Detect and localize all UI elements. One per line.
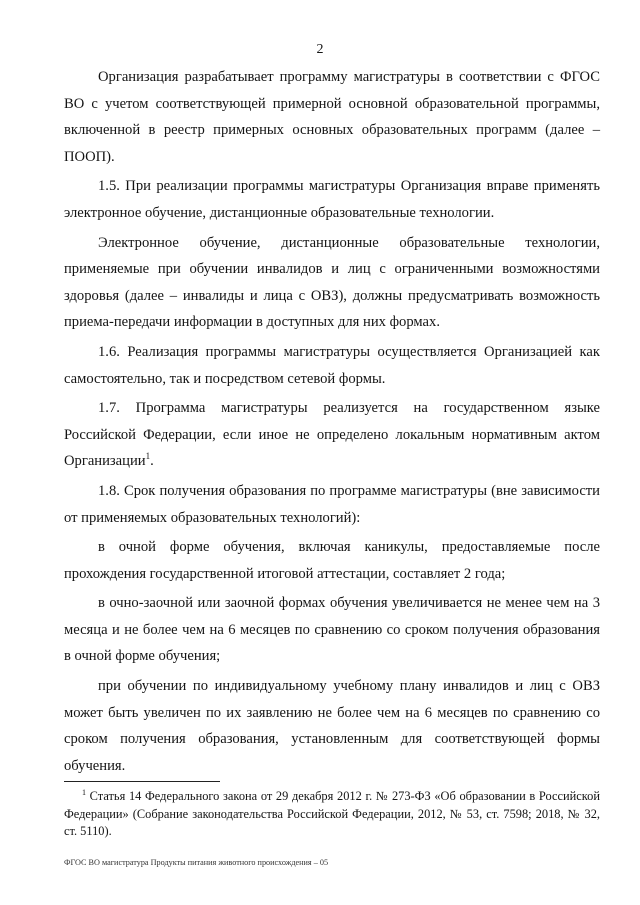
footnote-marker: 1 xyxy=(82,788,86,797)
paragraph-distance-learning-ovz: Электронное обучение, дистанционные образовательные технологии, применяемые при обучении инвалидов и лиц с ограниченными возможностями здоровья (далее – инвалиды и лица с ОВЗ), должны предусматривать возможность приема-передачи информации в доступных для них формах. xyxy=(64,234,600,331)
paragraph-1-5: 1.5. При реализации программы магистратуры Организация вправе применять электронное обучение, дистанционные образовательные технологии. xyxy=(64,178,600,221)
document-body xyxy=(64,64,600,782)
paragraph-1-6: 1.6. Реализация программы магистратуры осуществляется Организацией как самостоятельно, так и посредством сетевой формы. xyxy=(64,343,600,387)
paragraph-individual-plan-term: при обучении по индивидуальному учебному плану инвалидов и лиц с ОВЗ может быть увеличен по их заявлению не более чем на 6 месяцев по сравнению со сроком получения образования, установленным для соответствующей формы обучения. xyxy=(64,678,600,774)
paragraph-1-7-text: 1.7. Программа магистратуры реализуется на государственном языке Российской Федерации, если иное не определено локальным нормативным актом Организации xyxy=(64,400,600,470)
paragraph-1-8: 1.8. Срок получения образования по программе магистратуры (вне зависимости от применяемых образовательных технологий): xyxy=(64,482,600,526)
paragraph-1-7-end: . xyxy=(150,453,154,470)
footnote-divider xyxy=(64,781,220,782)
footnote-text: Статья 14 Федерального закона от 29 декабря 2012 г. № 273-ФЗ «Об образовании в Российской Федерации» (Собрание законодательства Российской Федерации, 2012, № 53, ст. 7598; 2018, № 32, ст. 5110). xyxy=(64,789,600,838)
paragraph-full-time-term: в очной форме обучения, включая каникулы, предоставляемые после прохождения государственной итоговой аттестации, составляет 2 года; xyxy=(64,539,600,582)
footnote-reference[interactable]: 1 xyxy=(145,451,151,462)
footnote xyxy=(64,788,600,841)
page-number: 2 xyxy=(316,42,324,57)
paragraph-1-7 xyxy=(64,395,600,475)
paragraph-program-development: Организация разрабатывает программу магистратуры в соответствии с ФГОС ВО с учетом соответствующей примерной основной образовательной программы, включенной в реестр примерных основных образовательных программ (далее – ПООП). xyxy=(64,69,600,165)
paragraph-part-time-term: в очно-заочной или заочной формах обучения увеличивается не менее чем на 3 месяца и не более чем на 6 месяцев по сравнению со сроком получения образования в очной форме обучения; xyxy=(64,595,600,665)
page-footer: ФГОС ВО магистратура Продукты питания животного происхождения – 05 xyxy=(64,858,329,867)
